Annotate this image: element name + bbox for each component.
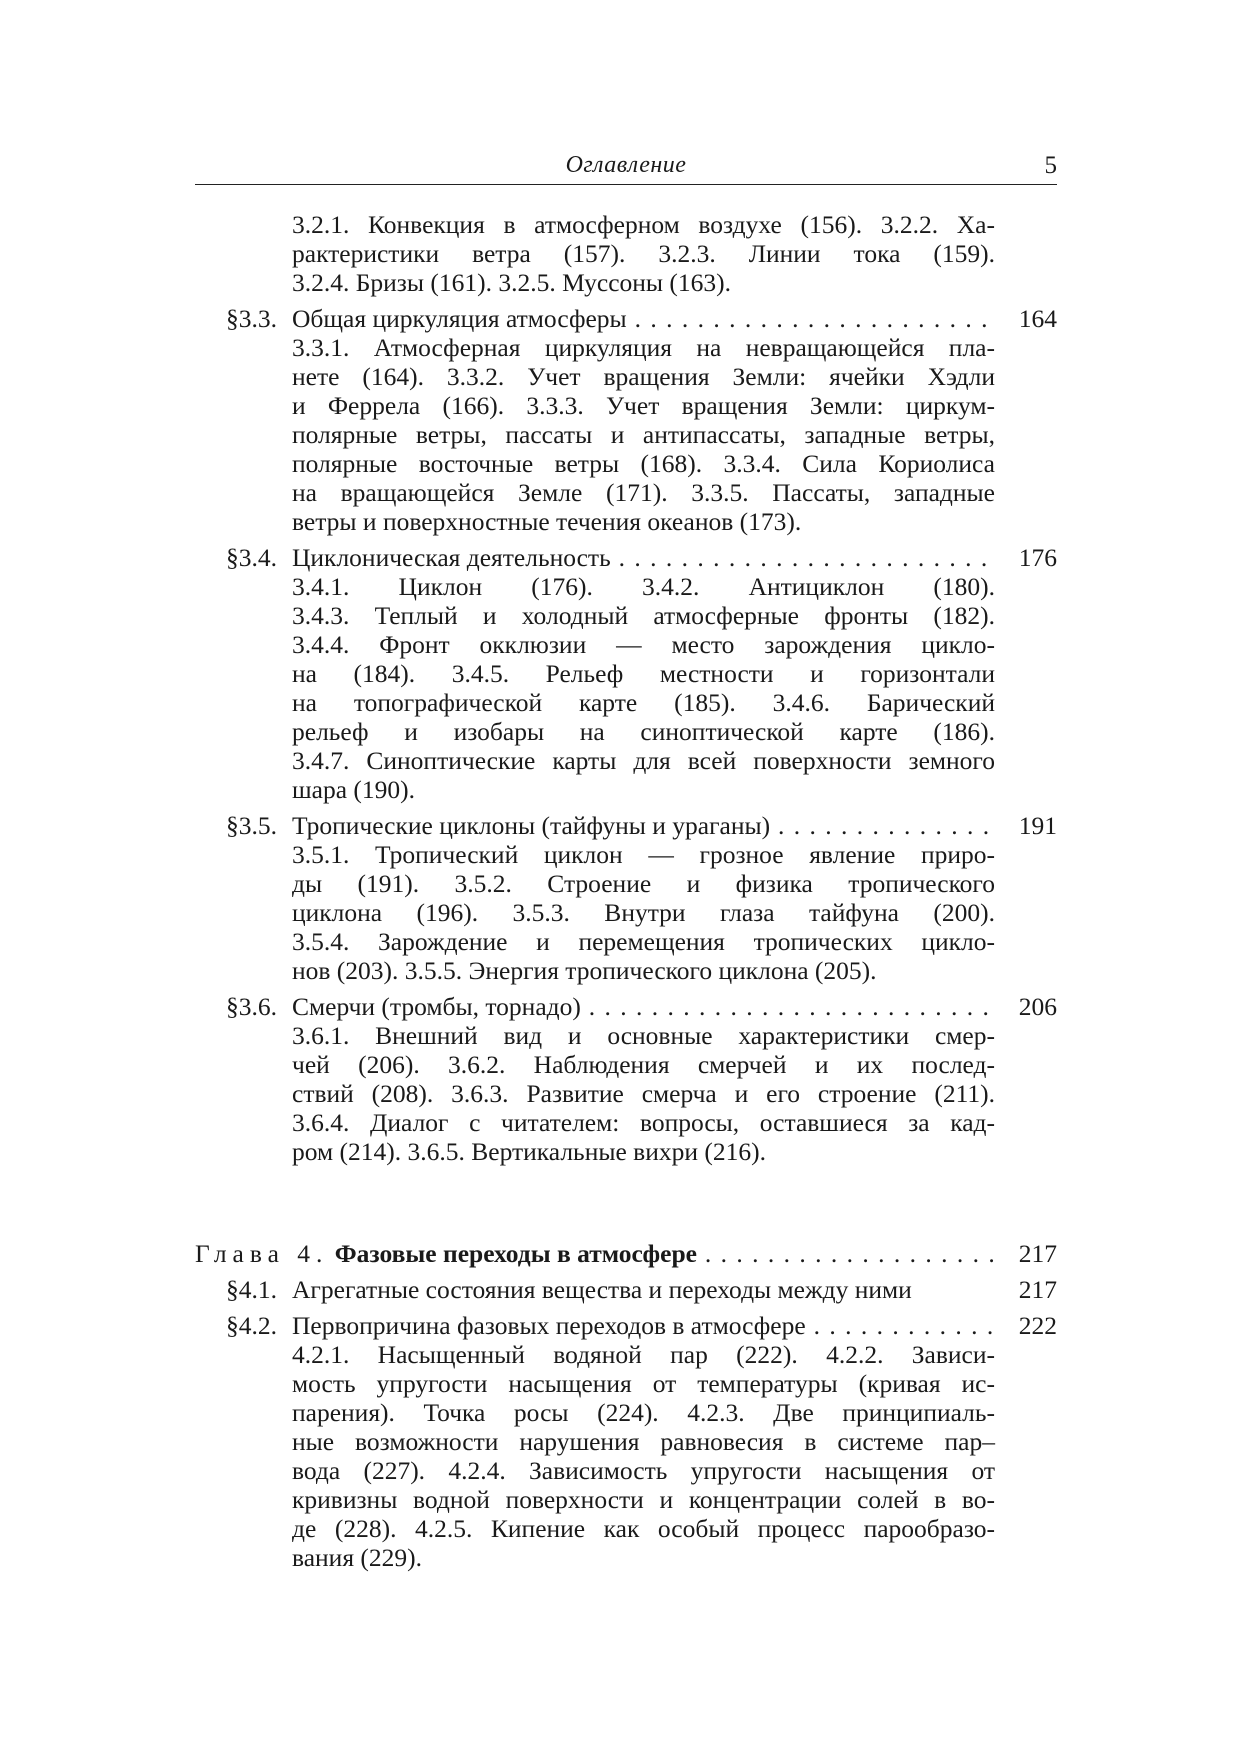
toc-subline: 3.4.7. Синоптические карты для всей поверхности земного: [292, 746, 995, 775]
toc-entry-3-6[interactable]: [195, 992, 1057, 1021]
toc-subline: 3.5.4. Зарождение и перемещения тропических цикло-: [292, 927, 995, 956]
running-header: [195, 152, 1057, 185]
chapter-heading: [195, 1239, 995, 1268]
section-title: Циклоническая деятельность . . .: [292, 543, 995, 572]
toc-chapter-4[interactable]: [195, 1239, 1057, 1268]
toc-subline: на топографической карте (185). 3.4.6. Барический: [292, 688, 995, 717]
chapter-label: Глава 4.: [195, 1239, 329, 1268]
toc-subline: полярные восточные ветры (168). 3.3.4. Сила Кориолиса: [292, 449, 995, 478]
toc-subline: 3.2.4. Бризы (161). 3.2.5. Муссоны (163).: [292, 268, 732, 297]
section-page: 164: [1018, 304, 1057, 333]
toc-subline: ды (191). 3.5.2. Строение и физика тропического: [292, 869, 995, 898]
toc-subline: и Феррела (166). 3.3.3. Учет вращения Земли: циркум-: [292, 391, 995, 420]
toc-subline: рактеристики ветра (157). 3.2.3. Линии тока (159).: [292, 239, 995, 268]
table-of-contents: [195, 210, 1057, 1572]
toc-subline: вания (229).: [292, 1543, 423, 1572]
toc-subline: 4.2.1. Насыщенный водяной пар (222). 4.2.2. Зависи-: [292, 1340, 995, 1369]
section-title: Тропические циклоны (тайфуны и ураганы) . . .: [292, 811, 995, 840]
section-page: 217: [1018, 1275, 1057, 1304]
toc-subline: де (228). 4.2.5. Кипение как особый процесс парообразо-: [292, 1514, 995, 1543]
toc-subline: нете (164). 3.3.2. Учет вращения Земли: ячейки Хэдли: [292, 362, 995, 391]
section-page: 176: [1018, 543, 1057, 572]
toc-subline: 3.4.1. Циклон (176). 3.4.2. Антициклон (180).: [292, 572, 995, 601]
toc-entry-3-3[interactable]: [195, 304, 1057, 333]
section-number: §4.1.: [226, 1275, 277, 1304]
toc-subline: полярные ветры, пассаты и антипассаты, западные ветры,: [292, 420, 995, 449]
toc-subline: 3.6.1. Внешний вид и основные характеристики смер-: [292, 1021, 995, 1050]
toc-subline: ром (214). 3.6.5. Вертикальные вихри (216).: [292, 1137, 766, 1166]
section-page: 206: [1018, 992, 1057, 1021]
header-title: Оглавление: [565, 152, 687, 178]
section-title: Смерчи (тромбы, торнадо) . . .: [292, 992, 995, 1021]
toc-subline: чей (206). 3.6.2. Наблюдения смерчей и их послед-: [292, 1050, 995, 1079]
toc-entry-4-1[interactable]: [195, 1275, 1057, 1304]
toc-subline: циклона (196). 3.5.3. Внутри глаза тайфуна (200).: [292, 898, 995, 927]
toc-entry-3-4[interactable]: [195, 543, 1057, 572]
toc-subline: ствий (208). 3.6.3. Развитие смерча и его строение (211).: [292, 1079, 995, 1108]
toc-subline: 3.6.4. Диалог с читателем: вопросы, оставшиеся за кад-: [292, 1108, 995, 1137]
toc-subline: ветры и поверхностные течения океанов (173).: [292, 507, 802, 536]
toc-subline: 3.5.1. Тропический циклон — грозное явление приро-: [292, 840, 995, 869]
toc-subline: шара (190).: [292, 775, 416, 804]
toc-entry-3-5[interactable]: [195, 811, 1057, 840]
toc-subline: вода (227). 4.2.4. Зависимость упругости насыщения от: [292, 1456, 995, 1485]
section-number: §3.4.: [226, 543, 277, 572]
toc-subline: парения). Точка росы (224). 4.2.3. Две принципиаль-: [292, 1398, 995, 1427]
section-page: 222: [1018, 1311, 1057, 1340]
section-number: §3.6.: [226, 992, 277, 1021]
toc-subline: 3.3.1. Атмосферная циркуляция на невращающейся пла-: [292, 333, 995, 362]
toc-subline: на (184). 3.4.5. Рельеф местности и горизонтали: [292, 659, 995, 688]
toc-subline: 3.2.1. Конвекция в атмосферном воздухе (156). 3.2.2. Ха-: [292, 210, 995, 239]
toc-subline: 3.4.4. Фронт окклюзии — место зарождения цикло-: [292, 630, 995, 659]
page-number: 5: [1044, 152, 1057, 179]
toc-entry-4-2[interactable]: [195, 1311, 1057, 1340]
toc-subline: мость упругости насыщения от температуры (кривая ис-: [292, 1369, 995, 1398]
toc-subline: кривизны водной поверхности и концентрации солей в во-: [292, 1485, 995, 1514]
toc-subline: ные возможности нарушения равновесия в системе пар–: [292, 1427, 995, 1456]
section-page: 191: [1018, 811, 1057, 840]
section-number: §3.5.: [226, 811, 277, 840]
section-number: §4.2.: [226, 1311, 277, 1340]
chapter-page: 217: [1018, 1239, 1057, 1268]
toc-subline: 3.4.3. Теплый и холодный атмосферные фронты (182).: [292, 601, 995, 630]
toc-subline: нов (203). 3.5.5. Энергия тропического циклона (205).: [292, 956, 877, 985]
toc-subline: рельеф и изобары на синоптической карте (186).: [292, 717, 995, 746]
section-number: §3.3.: [226, 304, 277, 333]
chapter-title: Фазовые переходы в атмосфере: [334, 1239, 697, 1268]
section-title: Общая циркуляция атмосферы . . .: [292, 304, 995, 333]
section-title: Агрегатные состояния вещества и переходы между ними: [292, 1275, 912, 1304]
toc-subline: на вращающейся Земле (171). 3.3.5. Пассаты, западные: [292, 478, 995, 507]
section-title: Первопричина фазовых переходов в атмосфере . . .: [292, 1311, 995, 1340]
